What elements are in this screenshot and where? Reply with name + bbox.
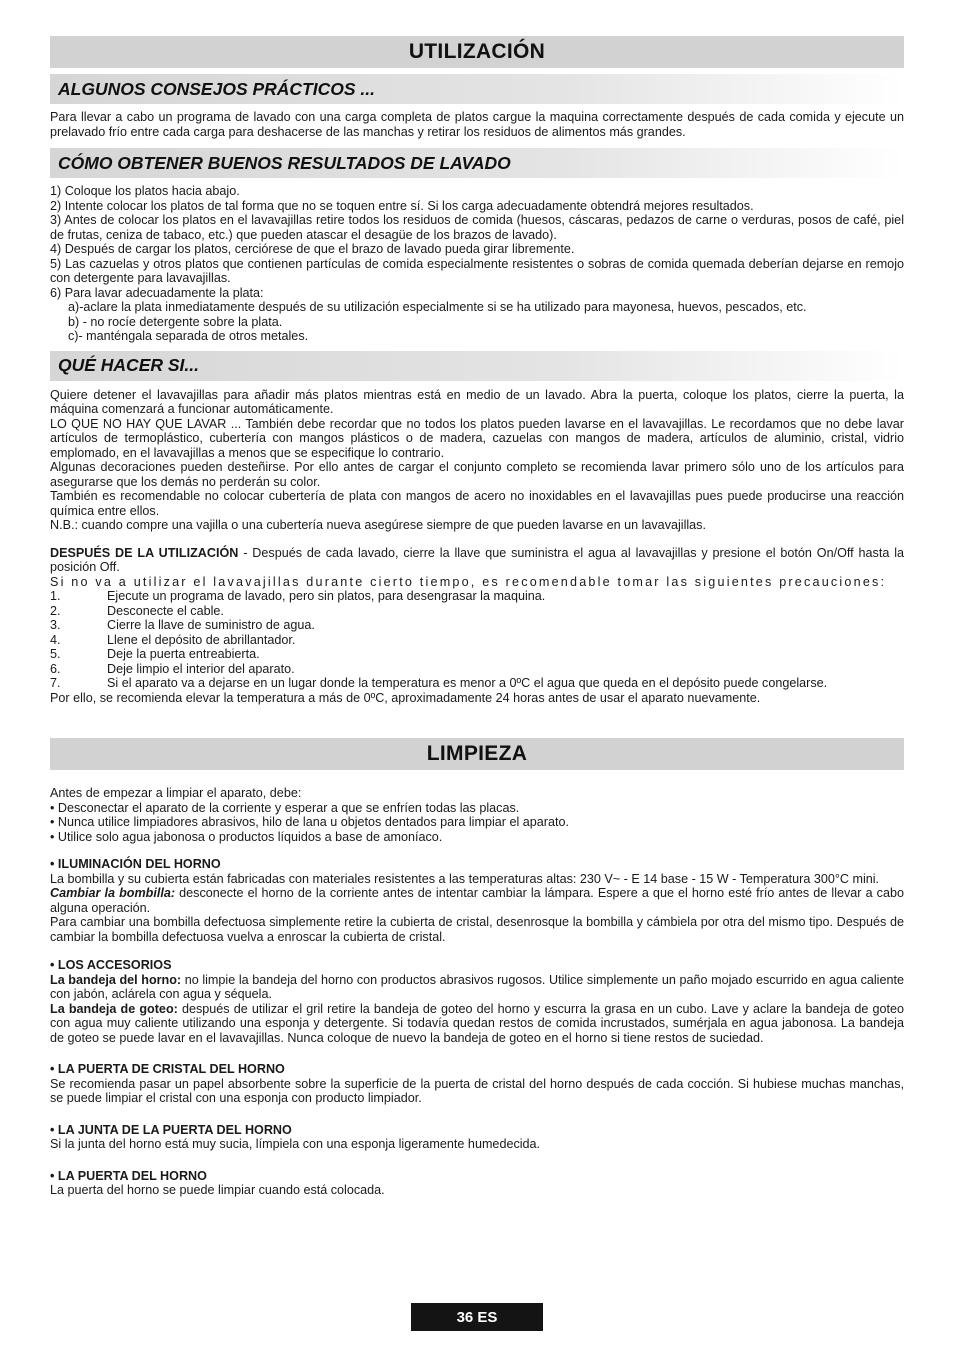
- step-number: 3.: [50, 618, 61, 632]
- cristal-heading: • LA PUERTA DE CRISTAL DEL HORNO: [50, 1062, 285, 1076]
- cambiar-text: desconecte el horno de la corriente antes de intentar cambiar la lámpara. Espere a que el horno esté frío antes de llevar a cabo alguna operación.: [50, 886, 904, 915]
- list-item: 5) Las cazuelas y otros platos que contienen partículas de comida especialmente resistentes o sobras de comida quemada deberían dejarse en remojo con detergente para lavavajillas.: [50, 256, 904, 285]
- bandeja-text: no limpie la bandeja del horno con productos abrasivos rugosos. Utilice simplemente un paño mojado escurrido en agua caliente con jabón, aclárela con agua y séquela.: [50, 972, 904, 1001]
- page-number: 36 ES: [411, 1303, 543, 1331]
- list-item: [50, 662, 904, 677]
- paragraph: Quiere detener el lavavajillas para añadir más platos mientras está en medio de un lavado. Abra la puerta, coloque los platos, cierre la puerta, la máquina comenzará a funcionar automáticamente.: [50, 387, 904, 416]
- utilizacion-title: UTILIZACIÓN: [50, 36, 904, 68]
- list-item: [50, 633, 904, 648]
- list-subitem: c)- manténgala separada de otros metales.: [68, 329, 309, 343]
- step-text: Deje limpio el interior del aparato.: [107, 661, 295, 676]
- step-text: Deje la puerta entreabierta.: [107, 647, 260, 661]
- accesorios-section: [50, 958, 904, 1045]
- despues-label: DESPUÉS DE LA UTILIZACIÓN: [50, 545, 239, 560]
- resultados-list: [50, 184, 904, 344]
- list-item: [50, 604, 904, 619]
- cambiar-paragraph: [50, 886, 904, 915]
- despues-text: - Después de cada lavado, cierre la llave que suministra el agua al lavavajillas y presione el botón On/Off hasta la posición Off.: [50, 545, 904, 574]
- step-text: Ejecute un programa de lavado, pero sin platos, para desengrasar la maquina.: [107, 589, 546, 603]
- puerta-heading: • LA PUERTA DEL HORNO: [50, 1168, 207, 1183]
- bandeja-label: La bandeja del horno:: [50, 972, 182, 987]
- paragraph: Algunas decoraciones pueden desteñirse. Por ello antes de cargar el conjunto completo se recomienda lavar primero sólo uno de los artículos para asegurarse que los demás no perderán su color.: [50, 460, 904, 489]
- cristal-text: Se recomienda pasar un papel absorbente sobre la superficie de la puerta de cristal del horno después de cada cocción. Si hubiese muchas manchas, se puede limpiar el cristal con una esponja con producto limpiador.: [50, 1076, 904, 1105]
- quehacer-body: [50, 388, 904, 706]
- cambiar-label: Cambiar la bombilla:: [50, 886, 176, 900]
- list-item: 6) Para lavar adecuadamente la plata:: [50, 285, 264, 300]
- final-text: Por ello, se recomienda elevar la temperatura a más de 0ºC, aproximadamente 24 horas antes de usar el aparato nuevamente.: [50, 690, 761, 705]
- goteo-label: La bandeja de goteo:: [50, 1001, 178, 1016]
- goteo-paragraph: [50, 1002, 904, 1046]
- junta-section: [50, 1123, 904, 1152]
- paragraph: N.B.: cuando compre una vajilla o una cubertería nueva asegúrese siempre de que pueden lavarse en un lavavajillas.: [50, 518, 706, 532]
- step-number: 4.: [50, 632, 61, 647]
- intro-line: • Utilice solo agua jabonosa o productos líquidos a base de amoníaco.: [50, 829, 443, 844]
- list-subitem: b) - no rocíe detergente sobre la plata.: [68, 314, 283, 329]
- iluminacion-heading: • ILUMINACIÓN DEL HORNO: [50, 857, 221, 871]
- list-item: [50, 676, 904, 691]
- paragraph: También es recomendable no colocar cubertería de plata con mangos de acero no inoxidables en el lavavajillas pues puede producirse una reacción química entre ellos.: [50, 489, 904, 518]
- step-text: Cierre la llave de suministro de agua.: [107, 618, 315, 632]
- list-item: [50, 618, 904, 633]
- intro-line: Antes de empezar a limpiar el aparato, debe:: [50, 786, 302, 800]
- step-number: 1.: [50, 589, 61, 603]
- list-item: [50, 647, 904, 662]
- list-item: 1) Coloque los platos hacia abajo.: [50, 184, 240, 198]
- step-number: 6.: [50, 661, 61, 676]
- junta-heading: • LA JUNTA DE LA PUERTA DEL HORNO: [50, 1122, 292, 1137]
- cristal-section: [50, 1062, 904, 1106]
- step-number: 5.: [50, 647, 61, 661]
- step-number: 7.: [50, 676, 61, 690]
- consejos-text: Para llevar a cabo un programa de lavado con una carga completa de platos cargue la maquina correctamente después de cada comida y ejecute un prelavado frío entre cada carga para deshacerse de las manchas y retirar los residuos de alimentos más grandes.: [50, 110, 904, 139]
- goteo-text: después de utilizar el gril retire la bandeja de goteo del horno y escurra la grasa en un cubo. Lave y aclare la bandeja de goteo con agua muy caliente utilizando una esponja y detergente. Si todavía quedan restos de comida incrustados, sumérjala en agua jabonosa. La bandeja de goteo se puede lavar en el lavavajillas. Nunca coloque de nuevo la bandeja de goteo en el horno si tiene restos de suciedad.: [50, 1001, 904, 1045]
- list-item: 4) Después de cargar los platos, cerciórese de que el brazo de lavado pueda girar libremente.: [50, 242, 575, 256]
- puerta-text: La puerta del horno se puede limpiar cuando está colocada.: [50, 1183, 385, 1197]
- step-text: Llene el depósito de abrillantador.: [107, 632, 296, 647]
- step-number: 2.: [50, 603, 61, 618]
- list-subitem: a)-aclare la plata inmediatamente después de su utilización especialmente si se ha utilizado para mayonesa, huevos, pescados, etc.: [68, 300, 807, 314]
- junta-text: Si la junta del horno está muy sucia, límpiela con una esponja ligeramente humedecida.: [50, 1137, 541, 1151]
- step-text: Si el aparato va a dejarse en un lugar donde la temperatura es menor a 0ºC el agua que queda en el depósito puede congelarse.: [107, 676, 828, 690]
- precauciones-text: Si no va a utilizar el lavavajillas durante cierto tiempo, es recomendable tomar las siguientes precauciones:: [50, 574, 887, 589]
- page-content: [50, 36, 904, 1198]
- list-item: 3) Antes de colocar los platos en el lavavajillas retire todos los residuos de comida (huesos, cáscaras, pedazos de carne o verduras, posos de café, piel de frutas, ceniza de tabaco, etc.) que pueden atascar el desagüe de los brazos de lavado).: [50, 213, 904, 242]
- paragraph: LO QUE NO HAY QUE LAVAR ... También debe recordar que no todos los platos pueden lavarse en el lavavajillas. Le recordamos que no debe lavar artículos de termoplástico, cubertería con mangos plásticos o de madera, cazuelas con mangos de madera, artículos de aluminio, cristal, vidrio emplomado, en el lavavajillas a menos que se especifique lo contrario.: [50, 416, 904, 460]
- intro-line: • Desconectar el aparato de la corriente y esperar a que se enfríen todas las placas.: [50, 800, 520, 815]
- limpieza-title: LIMPIEZA: [50, 738, 904, 770]
- puerta-section: [50, 1169, 904, 1198]
- para-text: Para cambiar una bombilla defectuosa simplemente retire la cubierta de cristal, desenrosque la bombilla y cámbiela por otra del mismo tipo. Después de cambiar la bombilla defectuosa vuelva a enroscar la cubierta de cristal.: [50, 915, 904, 944]
- list-item: [50, 589, 904, 604]
- quehacer-heading: QUÉ HACER SI...: [50, 351, 904, 381]
- iluminacion-section: [50, 857, 904, 944]
- consejos-heading: ALGUNOS CONSEJOS PRÁCTICOS ...: [50, 74, 904, 104]
- step-text: Desconecte el cable.: [107, 603, 224, 618]
- intro-line: • Nunca utilice limpiadores abrasivos, hilo de lana u objetos dentados para limpiar el aparato.: [50, 815, 569, 829]
- iluminacion-text: La bombilla y su cubierta están fabricadas con materiales resistentes a las temperaturas altas: 230 V~ - E 14 base - 15 W - Temperatura 300°C mini.: [50, 871, 880, 886]
- despues-paragraph: [50, 546, 904, 575]
- bandeja-paragraph: [50, 973, 904, 1002]
- list-item: 2) Intente colocar los platos de tal forma que no se toquen entre sí. Si los carga adecuadamente obtendrá mejores resultados.: [50, 198, 754, 213]
- resultados-heading: CÓMO OBTENER BUENOS RESULTADOS DE LAVADO: [50, 148, 904, 178]
- limpieza-intro: [50, 786, 904, 844]
- steps-list: [50, 589, 904, 691]
- accesorios-heading: • LOS ACCESORIOS: [50, 958, 172, 972]
